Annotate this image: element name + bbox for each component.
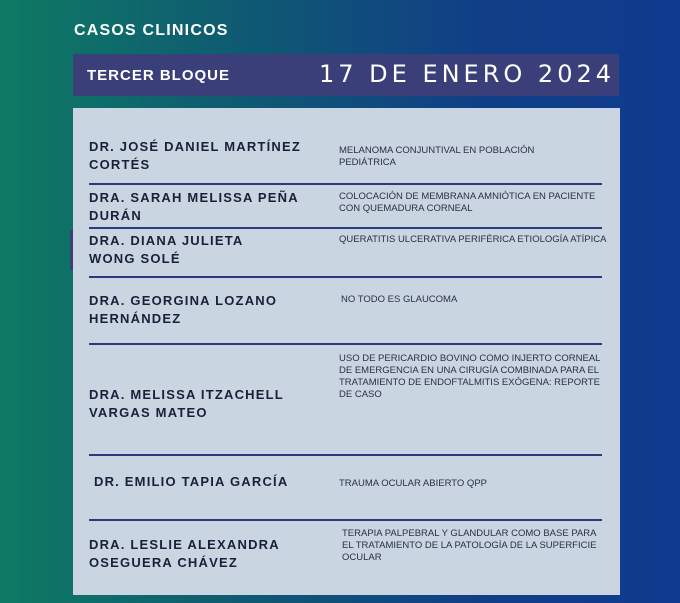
presenter-name-line: DRA. DIANA JULIETA [89, 233, 244, 248]
case-topic-line: PEDIÁTRICA [339, 157, 397, 168]
presenter-name-line: DR. EMILIO TAPIA GARCÍA [94, 474, 289, 489]
presenter-name-line: CORTÉS [89, 157, 151, 172]
case-topic-line: TERAPIA PALPEBRAL Y GLANDULAR COMO BASE PARA [342, 528, 597, 539]
presenter-name [89, 189, 299, 225]
case-topic-line: NO TODO ES GLAUCOMA [341, 294, 458, 305]
case-topic [339, 234, 606, 246]
divider [89, 519, 602, 521]
presenter-name-line: HERNÁNDEZ [89, 311, 182, 326]
divider [89, 454, 602, 456]
presenter-name-line: VARGAS MATEO [89, 405, 208, 420]
case-topic-line: OCULAR [342, 552, 382, 563]
presenter-name-line: DR. JOSÉ DANIEL MARTÍNEZ [89, 139, 302, 154]
case-topic-line: TRATAMIENTO DE ENDOFTALMITIS EXÓGENA: REPORTE [339, 377, 600, 388]
presenter-name [89, 386, 284, 422]
block-label: TERCER BLOQUE [87, 67, 231, 84]
divider [89, 343, 602, 345]
program-panel [73, 108, 620, 595]
presenter-name [89, 232, 244, 268]
presenter-name-line: WONG SOLÉ [89, 251, 181, 266]
presenter-name [94, 473, 288, 491]
header-bar [73, 54, 619, 96]
case-topic-line: QUERATITIS ULCERATIVA PERIFÉRICA ETIOLOGÍA ATÍPICA [339, 234, 607, 245]
event-date: 17 DE ENERO 2024 [319, 60, 615, 88]
case-topic-line: MELANOMA CONJUNTIVAL EN POBLACIÓN [339, 145, 535, 156]
presenter-name-line: DRA. MELISSA ITZACHELL [89, 387, 284, 402]
case-topic-line: TRAUMA OCULAR ABIERTO QPP [339, 478, 487, 489]
case-topic [342, 528, 596, 564]
page-title: CASOS CLINICOS [74, 22, 229, 39]
presenter-name [89, 138, 301, 174]
case-topic [341, 294, 457, 306]
divider [89, 227, 602, 229]
case-topic [339, 145, 534, 169]
case-topic-line: DE CASO [339, 389, 382, 400]
case-topic-line: CON QUEMADURA CORNEAL [339, 203, 473, 214]
case-topic-line: COLOCACIÓN DE MEMBRANA AMNIÓTICA EN PACIENTE [339, 191, 596, 202]
case-topic [339, 191, 595, 215]
divider [89, 183, 602, 185]
case-topic-line: EL TRATAMIENTO DE LA PATOLOGÍA DE LA SUPERFICIE [342, 540, 597, 551]
presenter-name-line: DRA. GEORGINA LOZANO [89, 293, 278, 308]
presenter-name-line: OSEGUERA CHÁVEZ [89, 555, 238, 570]
presenter-name-line: DRA. SARAH MELISSA PEÑA [89, 190, 299, 205]
case-topic [339, 353, 600, 401]
divider [89, 276, 602, 278]
presenter-name [89, 292, 277, 328]
presenter-name-line: DURÁN [89, 208, 142, 223]
case-topic [339, 478, 487, 490]
case-topic-line: USO DE PERICARDIO BOVINO COMO INJERTO CORNEAL [339, 353, 601, 364]
presenter-name [89, 536, 280, 572]
presenter-name-line: DRA. LESLIE ALEXANDRA [89, 537, 280, 552]
case-topic-line: DE EMERGENCIA EN UNA CIRUGÍA COMBINADA PARA EL [339, 365, 600, 376]
